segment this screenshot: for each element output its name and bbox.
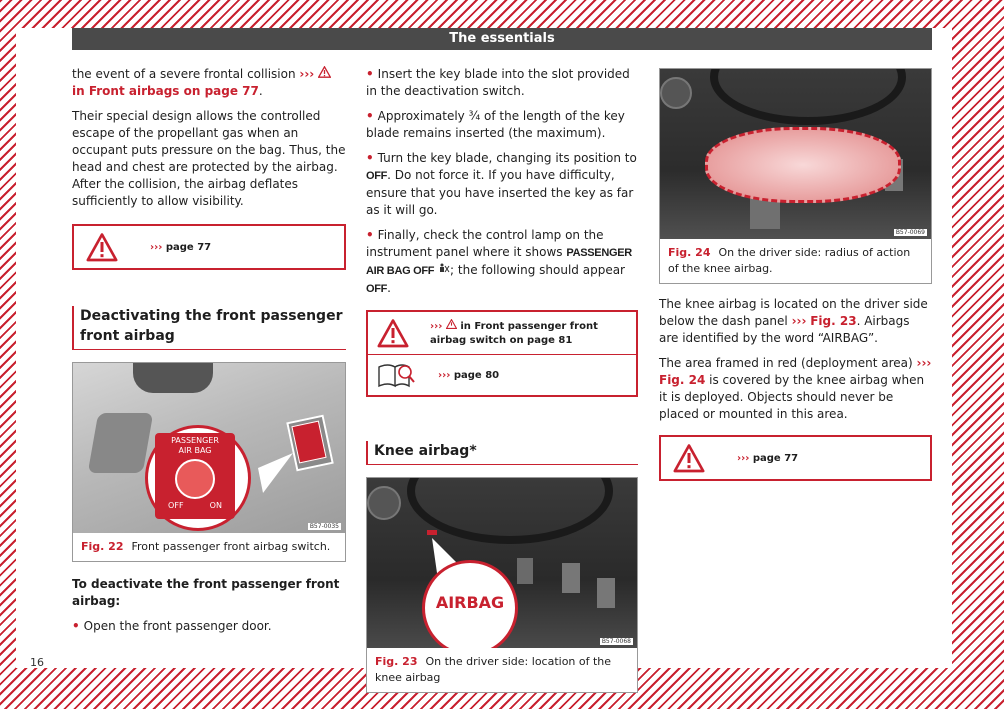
paragraph: the event of a severe frontal collision ››› in Front airbags on page 77.: [72, 66, 346, 100]
image-code: B57-0069: [895, 229, 925, 236]
manual-page-link[interactable]: page 80: [453, 369, 500, 381]
column-3: [659, 68, 932, 489]
figure-22-image: [73, 363, 345, 533]
deployment-area: [705, 127, 901, 203]
figure-23-image: [367, 478, 637, 648]
figure-caption: Fig. 22 Front passenger front airbag switch.: [81, 540, 331, 553]
image-code: B57-0068: [601, 638, 631, 645]
column-1: [72, 66, 346, 643]
chevron-arrows-icon: ›››: [438, 369, 451, 381]
figure-24: [659, 68, 932, 284]
figure-24-image: [660, 69, 931, 239]
warning-box: [72, 224, 346, 270]
warning-page-link[interactable]: page 77: [165, 241, 212, 253]
figure-caption: Fig. 23 On the driver side: location of the knee airbag: [375, 655, 612, 684]
sub-heading: To deactivate the front passenger front airbag:: [72, 577, 340, 608]
warning-box: [659, 435, 932, 481]
warning-triangle-icon: [85, 232, 119, 262]
passenger-airbag-off-icon: [438, 263, 450, 274]
bullet-item: • Finally, check the control lamp on the instrument panel where it shows PASSENGER AIR BAG OFF ; the following should appear OFF.: [366, 228, 632, 295]
bullet-item: • Open the front passenger door.: [72, 619, 272, 633]
warning-triangle-icon: [672, 443, 706, 473]
front-airbags-link[interactable]: in Front airbags on page 77: [72, 84, 259, 98]
warning-triangle-icon: [318, 66, 331, 78]
warning-triangle-icon: [376, 318, 410, 348]
passenger-airbag-switch: PASSENGER AIR BAG OFF ON: [155, 433, 235, 519]
warning-box: [366, 310, 638, 397]
paragraph: Their special design allows the controlled escape of the propellant gas when an occupant puts pressure on the bag. Thus, the head and chest are protected by the airbag. After the collision, the airbag deflates sufficiently to allow visibility.: [72, 109, 346, 208]
figure-22: [72, 362, 346, 562]
bullet-item: • Turn the key blade, changing its position to OFF. Do not force it. If you have difficulty, ensure that you have inserted the key as far as it will go.: [366, 151, 637, 217]
page-header: The essentials: [72, 28, 932, 50]
manual-book-icon: [376, 361, 416, 389]
fig24-link[interactable]: Fig. 24: [659, 373, 706, 387]
warning-triangle-icon: [446, 319, 457, 329]
page-number: 16: [30, 656, 44, 669]
chevron-arrows-icon: ›››: [916, 356, 932, 370]
chevron-arrows-icon: ›››: [791, 314, 807, 328]
figure-caption: Fig. 24 On the driver side: radius of action of the knee airbag.: [668, 246, 911, 275]
image-code: B57-0035: [309, 523, 339, 530]
bullet-item: • Insert the key blade into the slot provided in the deactivation switch.: [366, 67, 630, 98]
section-title: Knee airbag*: [366, 441, 638, 465]
bullet-item: • Approximately ¾ of the length of the key blade remains inserted (the maximum).: [366, 109, 625, 140]
warning-page-link[interactable]: page 77: [752, 452, 799, 464]
airbag-switch-link[interactable]: in Front passenger front airbag switch on page 81: [430, 320, 598, 346]
column-2: [366, 66, 638, 699]
chevron-arrows-icon: ›››: [430, 320, 443, 332]
airbag-label: AIRBAG: [435, 593, 505, 612]
figure-23: [366, 477, 638, 693]
section-title: Deactivating the front passenger front airbag: [72, 306, 346, 350]
paragraph: The area framed in red (deployment area) ››› Fig. 24 is covered by the knee airbag when it is deployed. Objects should never be placed or mounted in this area.: [659, 356, 932, 421]
chevron-arrows-icon: ›››: [299, 67, 315, 81]
fig23-link[interactable]: Fig. 23: [810, 314, 857, 328]
chevron-arrows-icon: ›››: [150, 241, 163, 253]
chevron-arrows-icon: ›››: [737, 452, 750, 464]
paragraph: The knee airbag is located on the driver side below the dash panel ››› Fig. 23. Airbags are identified by the word “AIRBAG”.: [659, 297, 928, 345]
